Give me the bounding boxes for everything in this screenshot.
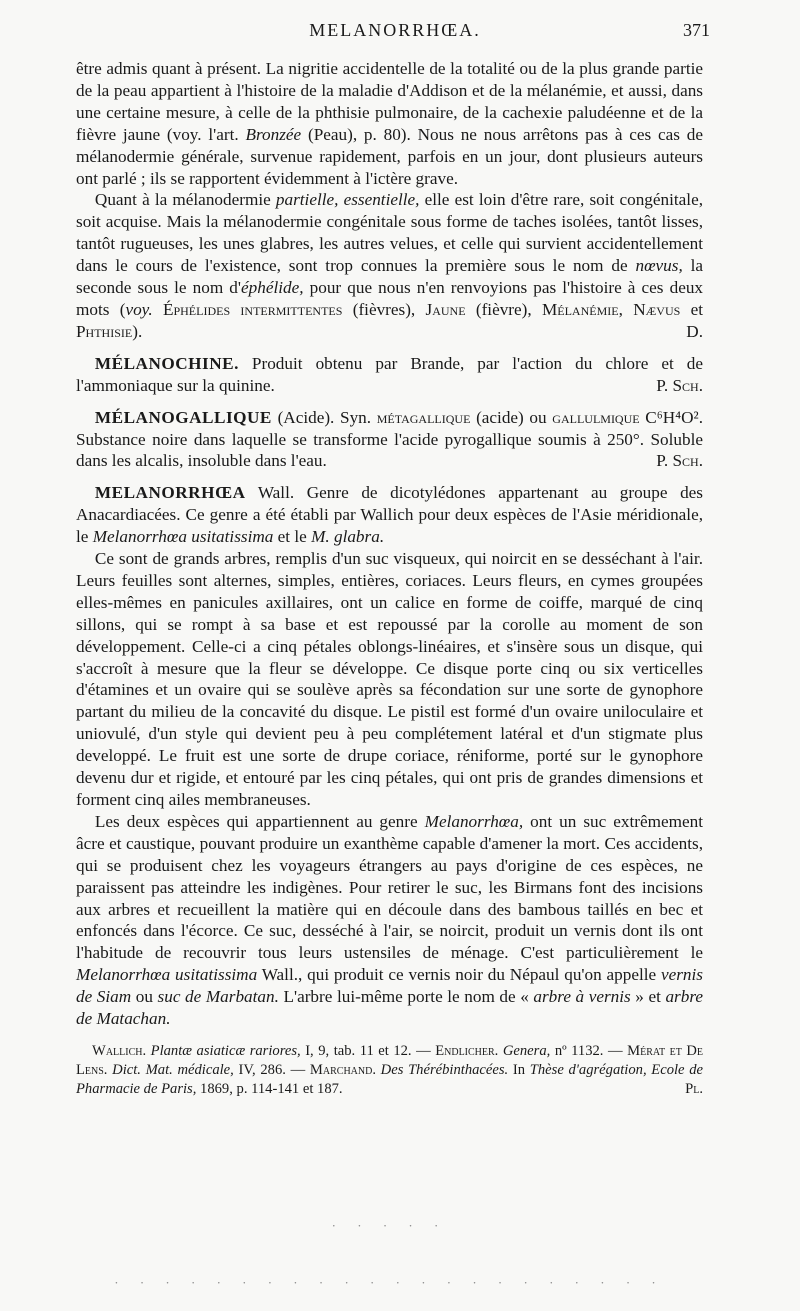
paragraph-melanodermie-2: Quant à la mélanodermie partielle, essentielle, elle est loin d'être rare, soit congénitale, soit acquise. Mais la mélanodermie congénitale sous forme de taches isolées, tantôt lisses, tantôt rugueuses, les unes glabres, les autres velues, et celle qui survient accidentellement dans le cours de l'existence, sont trop connues la première sous le nom de nœvus, la seconde sous le nom d'éphélide, pour que nous n'en renvoyions pas l'histoire à ces deux mots (voy. Éphélides intermittentes (fièvres), Jaune (fièvre), Mélanémie, Nævus et Phthisie). D.: [76, 190, 704, 341]
page-number: 371: [683, 20, 710, 40]
entry-melanogallique: MÉLANOGALLIQUE (Acide). Syn. métagallique (acide) ou gallulmique C⁶H⁴O². Substance noire dans laquelle se transforme l'acide pyrogallique soumis à 250°. Soluble dans les alcalis, insoluble dans l'eau. P. Sch.: [76, 407, 703, 471]
body-text: [76, 58, 703, 1099]
entry-melanochine: MÉLANOCHINE. Produit obtenu par Brande, par l'action du chlore et de l'ammoniaque sur la quinine. P. Sch.: [76, 353, 703, 395]
headword-melanogallique: MÉLANOGALLIQUE: [94, 407, 272, 427]
paragraph-melanodermie-1: être admis quant à présent. La nigritie accidentelle de la totalité ou de la plus grande partie de la peau appartient à l'histoire de la maladie d'Addison et de la mélanémie, et aussi, dans une certaine mesure, à celle de la phthisie pulmonaire, de la cachexie paludéenne et de la fièvre jaune (voy. l'art. Bronzée (Peau), p. 80). Nous ne nous arrêtons pas à ces cas de mélanodermie générale, survenue rapidement, parfois en un jour, dont plusieurs auteurs ont parlé ; ils se rapportent évidemment à l'ictère grave.: [76, 59, 704, 188]
entry-melanorrhoea: MELANORRHŒA Wall. Genre de dicotylédones appartenant au groupe des Anacardiacées. Ce genre a été établi par Wallich pour deux espèces de l'Asie méridionale, le Melanorrhœa usitatissima et le M. glabra.: [76, 483, 703, 547]
signature-pl: Pl.: [685, 1080, 703, 1097]
bleed-through-dots-2: · · · · · · · · · · · · · · · · · · · · · ·: [114, 1275, 665, 1290]
running-title: MELANORRHŒA.: [309, 20, 481, 40]
signature-psch-2: P. Sch.: [656, 451, 703, 471]
paragraph-melanorrhoea-usage: Les deux espèces qui appartiennent au genre Melanorrhœa, ont un suc extrêmement âcre et caustique, pouvant produire un exanthème capable d'amener la mort. Ces accidents, qui se produisent chez les voyageurs étrangers au pays d'origine de ces espèces, ne paraissent pas atteindre les indigènes. Pour retirer le suc, les Birmans font des incisions aux arbres et recueillent la matière qui en découle dans des bambous taillés en bec et enfoncés dans l'écorce. Ce suc, desséché à l'air, se noircit, produit un vernis dont ils ont l'habitude de recouvrir tous leurs ustensiles de ménage. C'est particulièrement le Melanorrhœa usitatissima Wall., qui produit ce vernis noir du Népaul qu'on appelle vernis de Siam ou suc de Marbatan. L'arbre lui-même porte le nom de « arbre à vernis » et arbre de Matachan.: [76, 811, 704, 1029]
signature-psch-1: P. Sch.: [656, 375, 703, 395]
headword-melanochine: MÉLANOCHINE.: [94, 353, 239, 373]
running-head: [80, 20, 710, 44]
paragraph-melanorrhoea-description: Ce sont de grands arbres, remplis d'un suc visqueux, qui noircit en se desséchant à l'air. Leurs feuilles sont alternes, simples, entières, coriaces. Leurs fleurs, en cymes groupées elles-mêmes en panicules axillaires, ont un calice en forme de coiffe, marqué de cinq sillons, qui se rompt à sa base et est repoussé par la corolle au moment de son développement. Celle-ci a cinq pétales oblongs-linéaires, et s'insère sous un disque, qui s'accroît à mesure que la fleur se développe. Ce disque porte cinq ou six verticelles d'étamines et un ovaire qui se soulève après sa fécondation sur une sorte de gynophore partant du milieu de la concavité du disque. Le pistil est formé d'un ovaire uniloculaire et uniovulé, d'un style qui devient peu à peu complétement latéral et d'un stigmate plus developpé. Le fruit est une sorte de drupe coriace, réniforme, porté sur le gynophore devenu dur et rigide, et entouré par les cinq pétales, qui ont pris de grandes dimensions et forment cinq ailes membraneuses.: [76, 549, 703, 809]
signature-d: D.: [686, 321, 703, 341]
bleed-through-dots-1: · · · · ·: [331, 1218, 448, 1233]
headword-melanorrhoea: MELANORRHŒA: [94, 483, 246, 503]
bibliography: Wallich. Plantæ asiaticæ rariores, I, 9, tab. 11 et 12. — Endlicher. Genera, nº 1132. — Mérat et De Lens. Dict. Mat. médicale, IV, 286. — Marchand. Des Thérébinthacées. In Thèse d'agrégation, Ecole de Pharmacie de Paris, 1869, p. 114-141 et 187. Pl.: [76, 1042, 703, 1097]
